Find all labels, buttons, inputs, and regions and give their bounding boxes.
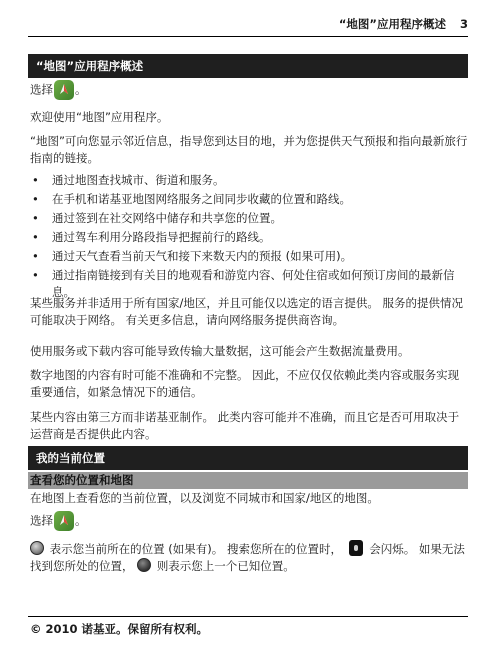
location-description: 在地图上查看您的当前位置，以及浏览不同城市和国家/地区的地图。 — [30, 491, 379, 505]
position-text-2: 会闪烁。 如果无法找到您所处的位置， — [30, 542, 465, 573]
last-known-position-icon — [137, 558, 151, 572]
data-cost-paragraph: 使用服务或下载内容可能导致传输大量数据，这可能会产生数据流量费用。 — [30, 344, 410, 358]
running-header-title: “地图”应用程序概述 — [338, 17, 446, 31]
position-text-1: 表示您当前所在的位置 (如果有)。 搜索您所在的位置时， — [49, 542, 342, 556]
section-heading-location: 我的当前位置 — [28, 446, 468, 470]
current-position-icon — [30, 541, 44, 555]
bullet-icon: • — [32, 268, 39, 282]
feature-list — [30, 172, 470, 303]
select-instruction — [30, 80, 470, 100]
header-rule — [28, 36, 468, 37]
services-paragraph: 某些服务并非适用于所有国家/地区，并且可能仅以选定的语言提供。 服务的提供情况可能取决于网络。 有关更多信息，请向网络服务提供商咨询。 — [30, 296, 464, 327]
bullet-icon: • — [32, 249, 39, 263]
list-item-text: 通过签到在社交网络中储存和共享您的位置。 — [52, 211, 282, 225]
list-item-text: 通过天气查看当前天气和接下来数天内的预报 (如果可用)。 — [52, 249, 353, 263]
select-prefix-2: 选择 — [30, 513, 53, 528]
select-suffix-2: 。 — [75, 513, 87, 528]
searching-position-icon — [349, 540, 363, 556]
running-header — [339, 16, 468, 32]
accuracy-paragraph: 数字地图的内容有时可能不准确和不完整。 因此，不应仅仅依赖此类内容或服务实现重要通信，如紧急情况下的通信。 — [30, 368, 460, 399]
intro-paragraph: “地图”可向您显示邻近信息，指导您到达目的地，并为您提供天气预报和指向最新旅行指南的链接。 — [30, 134, 468, 165]
position-icons-paragraph — [30, 540, 470, 575]
list-item — [30, 229, 470, 246]
bullet-icon: • — [32, 230, 39, 244]
maps-app-icon — [54, 80, 74, 100]
section-heading-overview: “地图”应用程序概述 — [28, 54, 468, 78]
welcome-text: 欢迎使用“地图”应用程序。 — [30, 110, 169, 124]
list-item-text: 在手机和诺基亚地图网络服务之间同步收藏的位置和路线。 — [52, 192, 351, 206]
select-suffix: 。 — [75, 82, 87, 97]
third-party-paragraph: 某些内容由第三方而非诺基亚制作。 此类内容可能并不准确，而且它是否可用取决于运营商是否提供此内容。 — [30, 410, 460, 441]
page-number: 3 — [459, 17, 468, 31]
position-text-3: 则表示您上一个已知位置。 — [156, 559, 295, 573]
list-item-text: 通过地图查找城市、街道和服务。 — [52, 173, 225, 187]
select-prefix: 选择 — [30, 82, 53, 97]
list-item — [30, 191, 470, 208]
list-item — [30, 172, 470, 189]
list-item — [30, 248, 470, 265]
footer-rule — [28, 616, 468, 617]
bullet-icon: • — [32, 211, 39, 225]
subsection-heading: 查看您的位置和地图 — [28, 472, 468, 489]
list-item — [30, 210, 470, 227]
list-item-text: 通过指南链接到有关目的地观看和游览内容、何处住宿或如何预订房间的最新信息。 — [52, 268, 455, 299]
select-instruction-2 — [30, 511, 470, 531]
maps-app-icon — [54, 511, 74, 531]
bullet-icon: • — [32, 173, 39, 187]
copyright-footer: © 2010 诺基亚。保留所有权利。 — [30, 622, 209, 636]
list-item-text: 通过驾车利用分路段指导把握前行的路线。 — [52, 230, 271, 244]
bullet-icon: • — [32, 192, 39, 206]
